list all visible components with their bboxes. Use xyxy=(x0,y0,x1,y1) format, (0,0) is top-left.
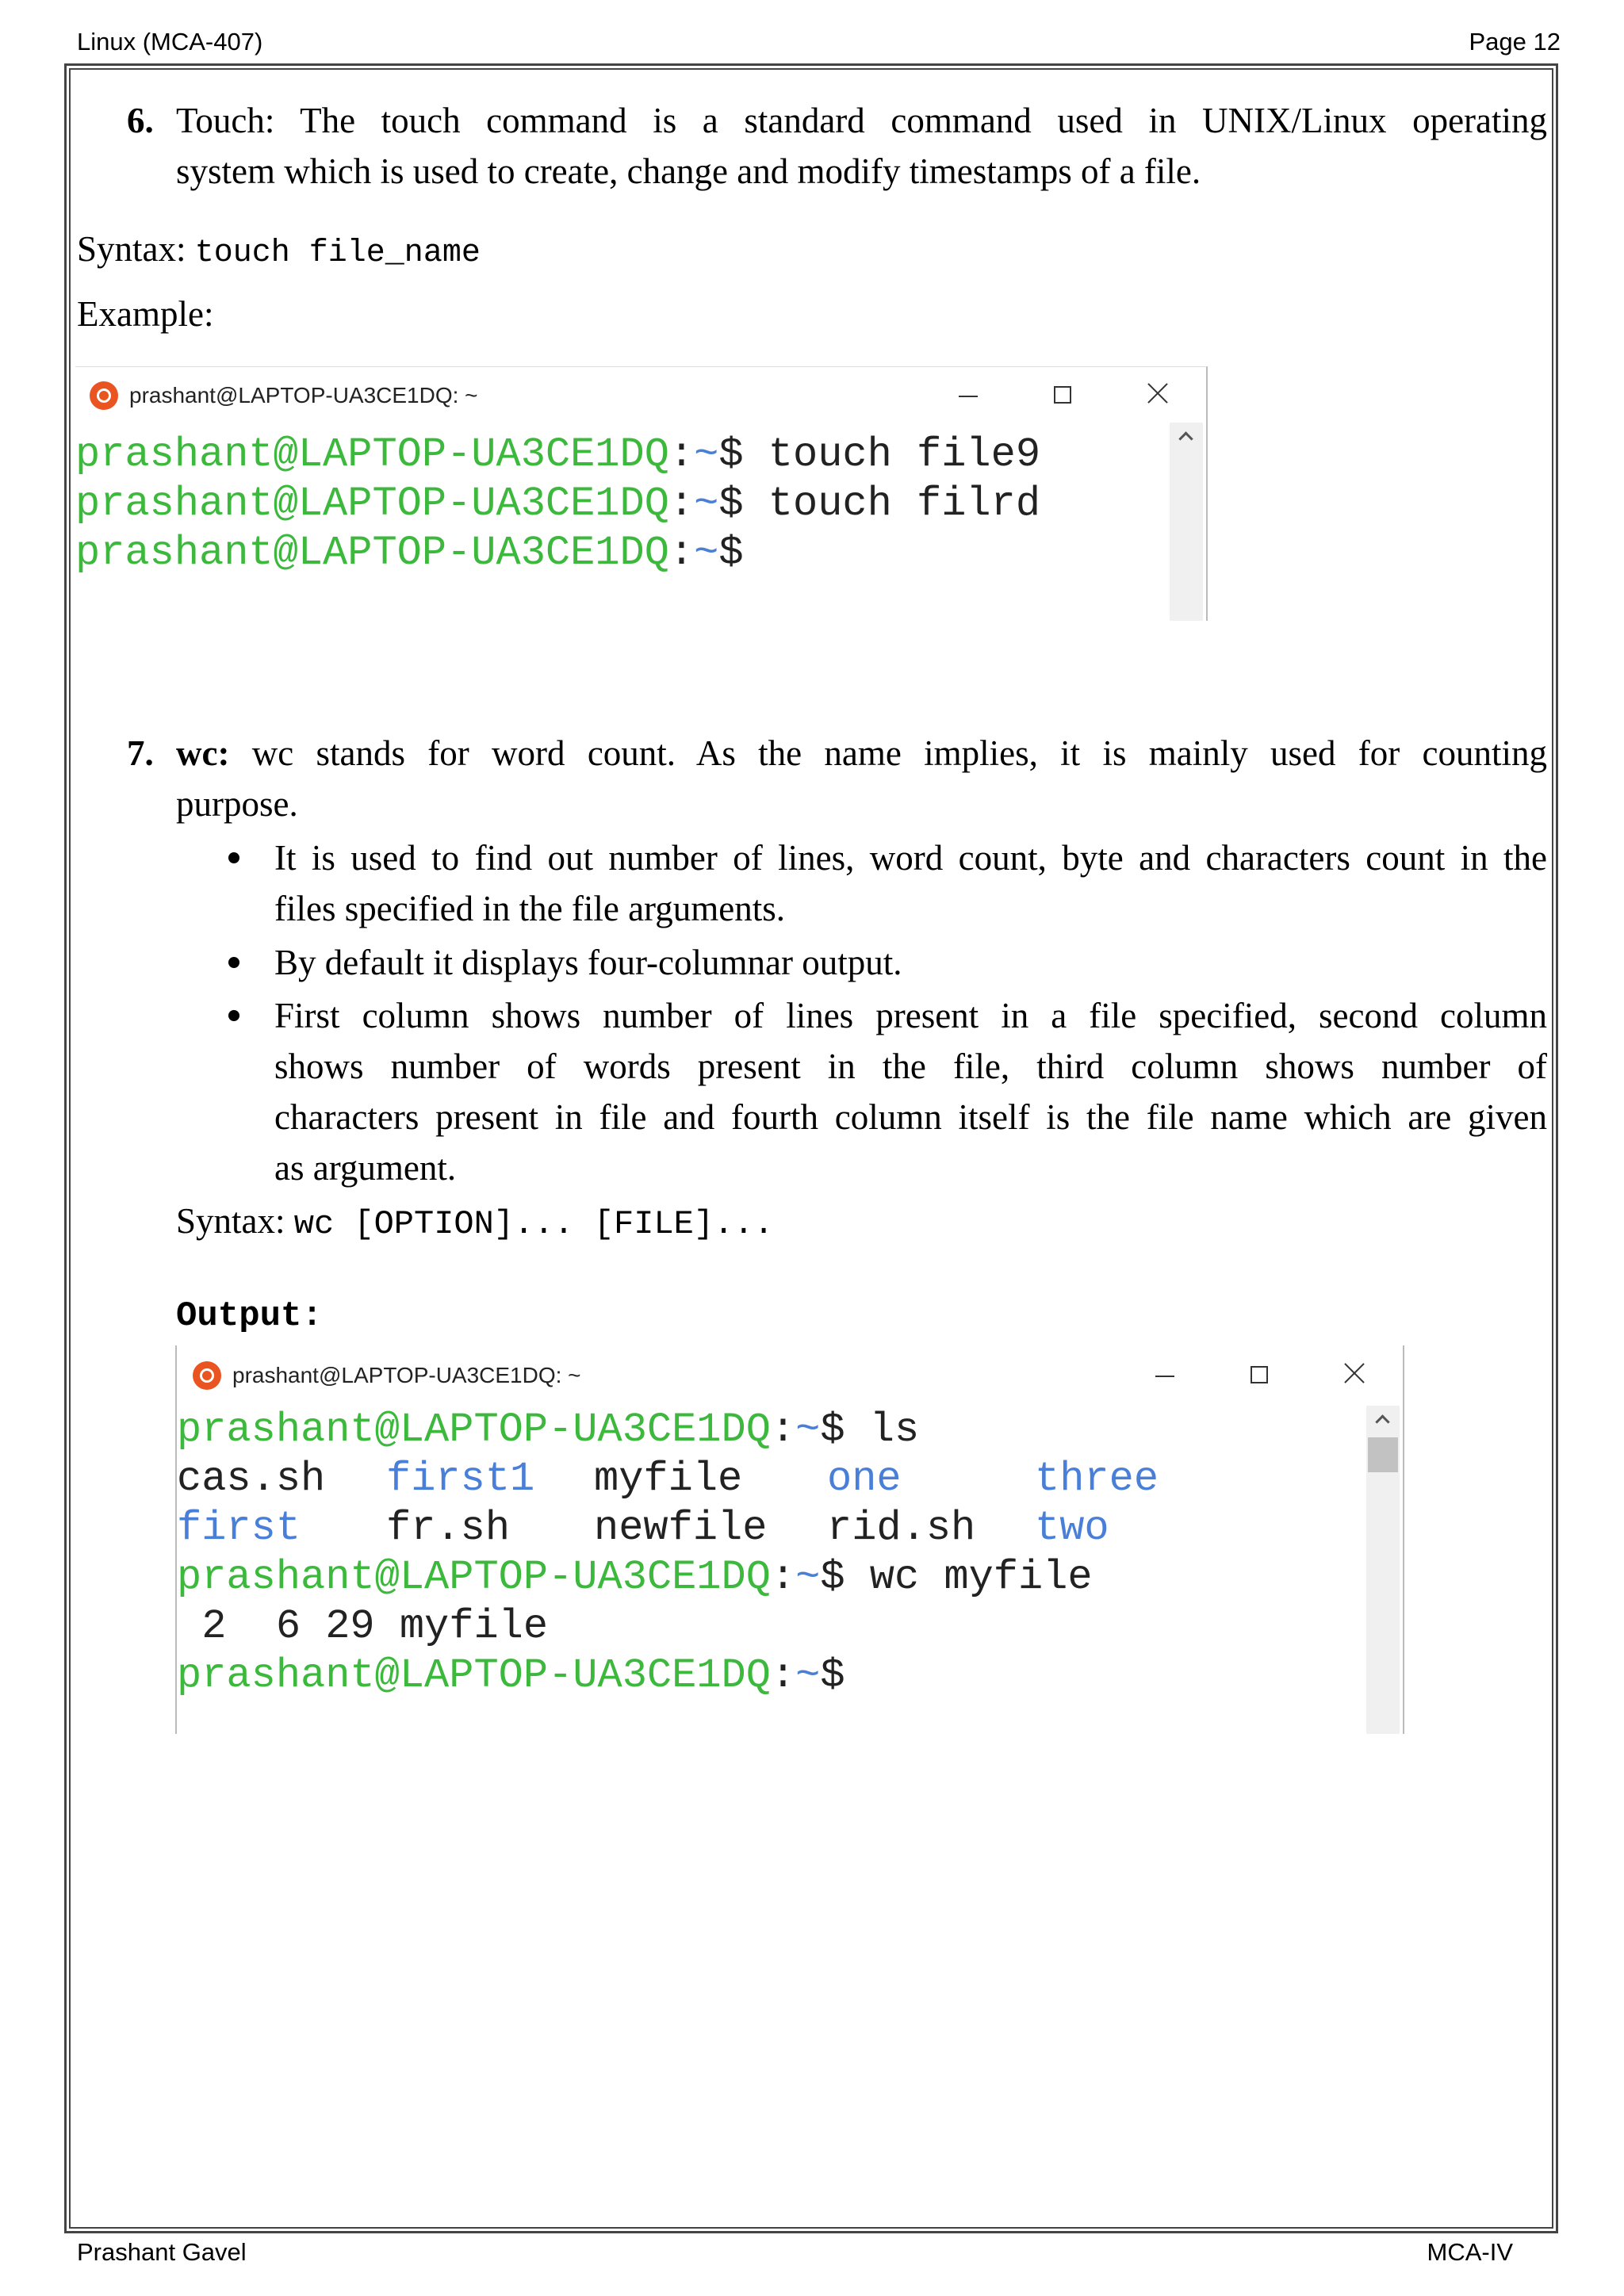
terminal-scrollbar[interactable] xyxy=(1366,1406,1400,1734)
bullet-dot xyxy=(228,957,239,968)
terminal-window-touch xyxy=(75,366,1208,621)
section-6-lead: Touch: xyxy=(176,101,275,140)
section-6-line2: system which is used to create, change and modify timestamps of a file. xyxy=(176,151,1201,191)
ls-cell: two xyxy=(1035,1505,1109,1552)
syntax-code: touch file_name xyxy=(194,235,481,271)
bullet-3-line2: shows number of words present in the file, third column shows number of xyxy=(274,1047,1547,1086)
terminal-window-wc xyxy=(175,1345,1404,1734)
scrollbar-thumb[interactable] xyxy=(1368,1437,1398,1472)
ls-cell: newfile xyxy=(594,1505,768,1552)
bullet-1-line1: It is used to find out number of lines, word count, byte and characters count in the xyxy=(274,838,1547,878)
ubuntu-icon xyxy=(193,1361,221,1390)
bullet-3-line3: characters present in file and fourth column itself is the file name which are given xyxy=(274,1097,1547,1137)
maximize-button[interactable] xyxy=(1235,1357,1282,1396)
terminal-line: prashant@LAPTOP-UA3CE1DQ:~$ wc myfile xyxy=(177,1554,1093,1601)
bullet-3-line4: as argument. xyxy=(274,1148,457,1188)
ls-cell: one xyxy=(827,1456,902,1502)
section-7-number: 7. xyxy=(127,733,154,773)
wc-output: 2 6 29 myfile xyxy=(177,1603,549,1650)
section-6-number: 6. xyxy=(127,101,154,140)
bullet-dot xyxy=(228,852,239,863)
footer-course: MCA-IV xyxy=(1427,2238,1513,2266)
scroll-up-icon[interactable] xyxy=(1374,1412,1390,1428)
section-6-text-1: The touch command is a standard command used in UNIX/Linux operating xyxy=(300,101,1548,140)
terminal-line: prashant@LAPTOP-UA3CE1DQ:~$ xyxy=(75,530,744,576)
page-number: Page 12 xyxy=(1469,28,1561,55)
terminal-line: prashant@LAPTOP-UA3CE1DQ:~$ ls xyxy=(177,1406,920,1453)
minimize-button[interactable] xyxy=(943,377,990,416)
terminal-line: prashant@LAPTOP-UA3CE1DQ:~$ xyxy=(177,1652,845,1699)
section-7-line1 xyxy=(176,728,1547,779)
syntax-label: Syntax: xyxy=(176,1201,285,1241)
ls-cell: three xyxy=(1035,1456,1159,1502)
maximize-icon xyxy=(1054,386,1071,404)
bullet-1-line2: files specified in the file arguments. xyxy=(274,889,785,928)
ubuntu-icon xyxy=(90,381,118,410)
terminal-title: prashant@LAPTOP-UA3CE1DQ: ~ xyxy=(129,383,478,408)
section-7-line2: purpose. xyxy=(176,784,298,824)
section-7-lead: wc: xyxy=(176,733,230,773)
section-7-text-1: wc stands for word count. As the name implies, it is mainly used for counting xyxy=(251,733,1548,773)
ls-cell: first1 xyxy=(386,1456,535,1502)
terminal-line: prashant@LAPTOP-UA3CE1DQ:~$ touch filrd xyxy=(75,480,1041,527)
terminal-line: prashant@LAPTOP-UA3CE1DQ:~$ touch file9 xyxy=(75,431,1041,478)
footer-author: Prashant Gavel xyxy=(77,2238,247,2266)
section-7-syntax xyxy=(176,1196,774,1249)
section-6-line1 xyxy=(176,95,1547,146)
close-button[interactable] xyxy=(1133,377,1181,416)
scroll-up-icon[interactable] xyxy=(1178,429,1193,445)
ls-cell: myfile xyxy=(594,1456,743,1502)
minimize-button[interactable] xyxy=(1139,1357,1187,1396)
bullet-dot xyxy=(228,1010,239,1021)
ls-cell: first xyxy=(177,1505,301,1552)
bullet-3-line1: First column shows number of lines present in a file specified, second column xyxy=(274,996,1547,1035)
output-label: Output: xyxy=(176,1296,323,1336)
ls-cell: rid.sh xyxy=(827,1505,976,1552)
syntax-code: wc [OPTION]... [FILE]... xyxy=(293,1205,774,1243)
close-button[interactable] xyxy=(1330,1357,1377,1396)
ls-cell: fr.sh xyxy=(386,1505,511,1552)
terminal-scrollbar[interactable] xyxy=(1170,423,1203,621)
maximize-icon xyxy=(1251,1366,1268,1383)
terminal-titlebar xyxy=(177,1345,1403,1395)
minimize-icon xyxy=(959,396,978,397)
section-6-example-label: Example: xyxy=(77,294,214,334)
section-6-syntax xyxy=(77,224,481,279)
ls-cell: cas.sh xyxy=(177,1456,326,1502)
bullet-2-line1: By default it displays four-columnar output. xyxy=(274,943,902,982)
syntax-label: Syntax: xyxy=(77,229,186,269)
minimize-icon xyxy=(1155,1376,1174,1377)
maximize-button[interactable] xyxy=(1038,377,1086,416)
terminal-title: prashant@LAPTOP-UA3CE1DQ: ~ xyxy=(232,1363,581,1387)
header-title: Linux (MCA-407) xyxy=(77,28,263,55)
terminal-titlebar xyxy=(75,367,1206,416)
